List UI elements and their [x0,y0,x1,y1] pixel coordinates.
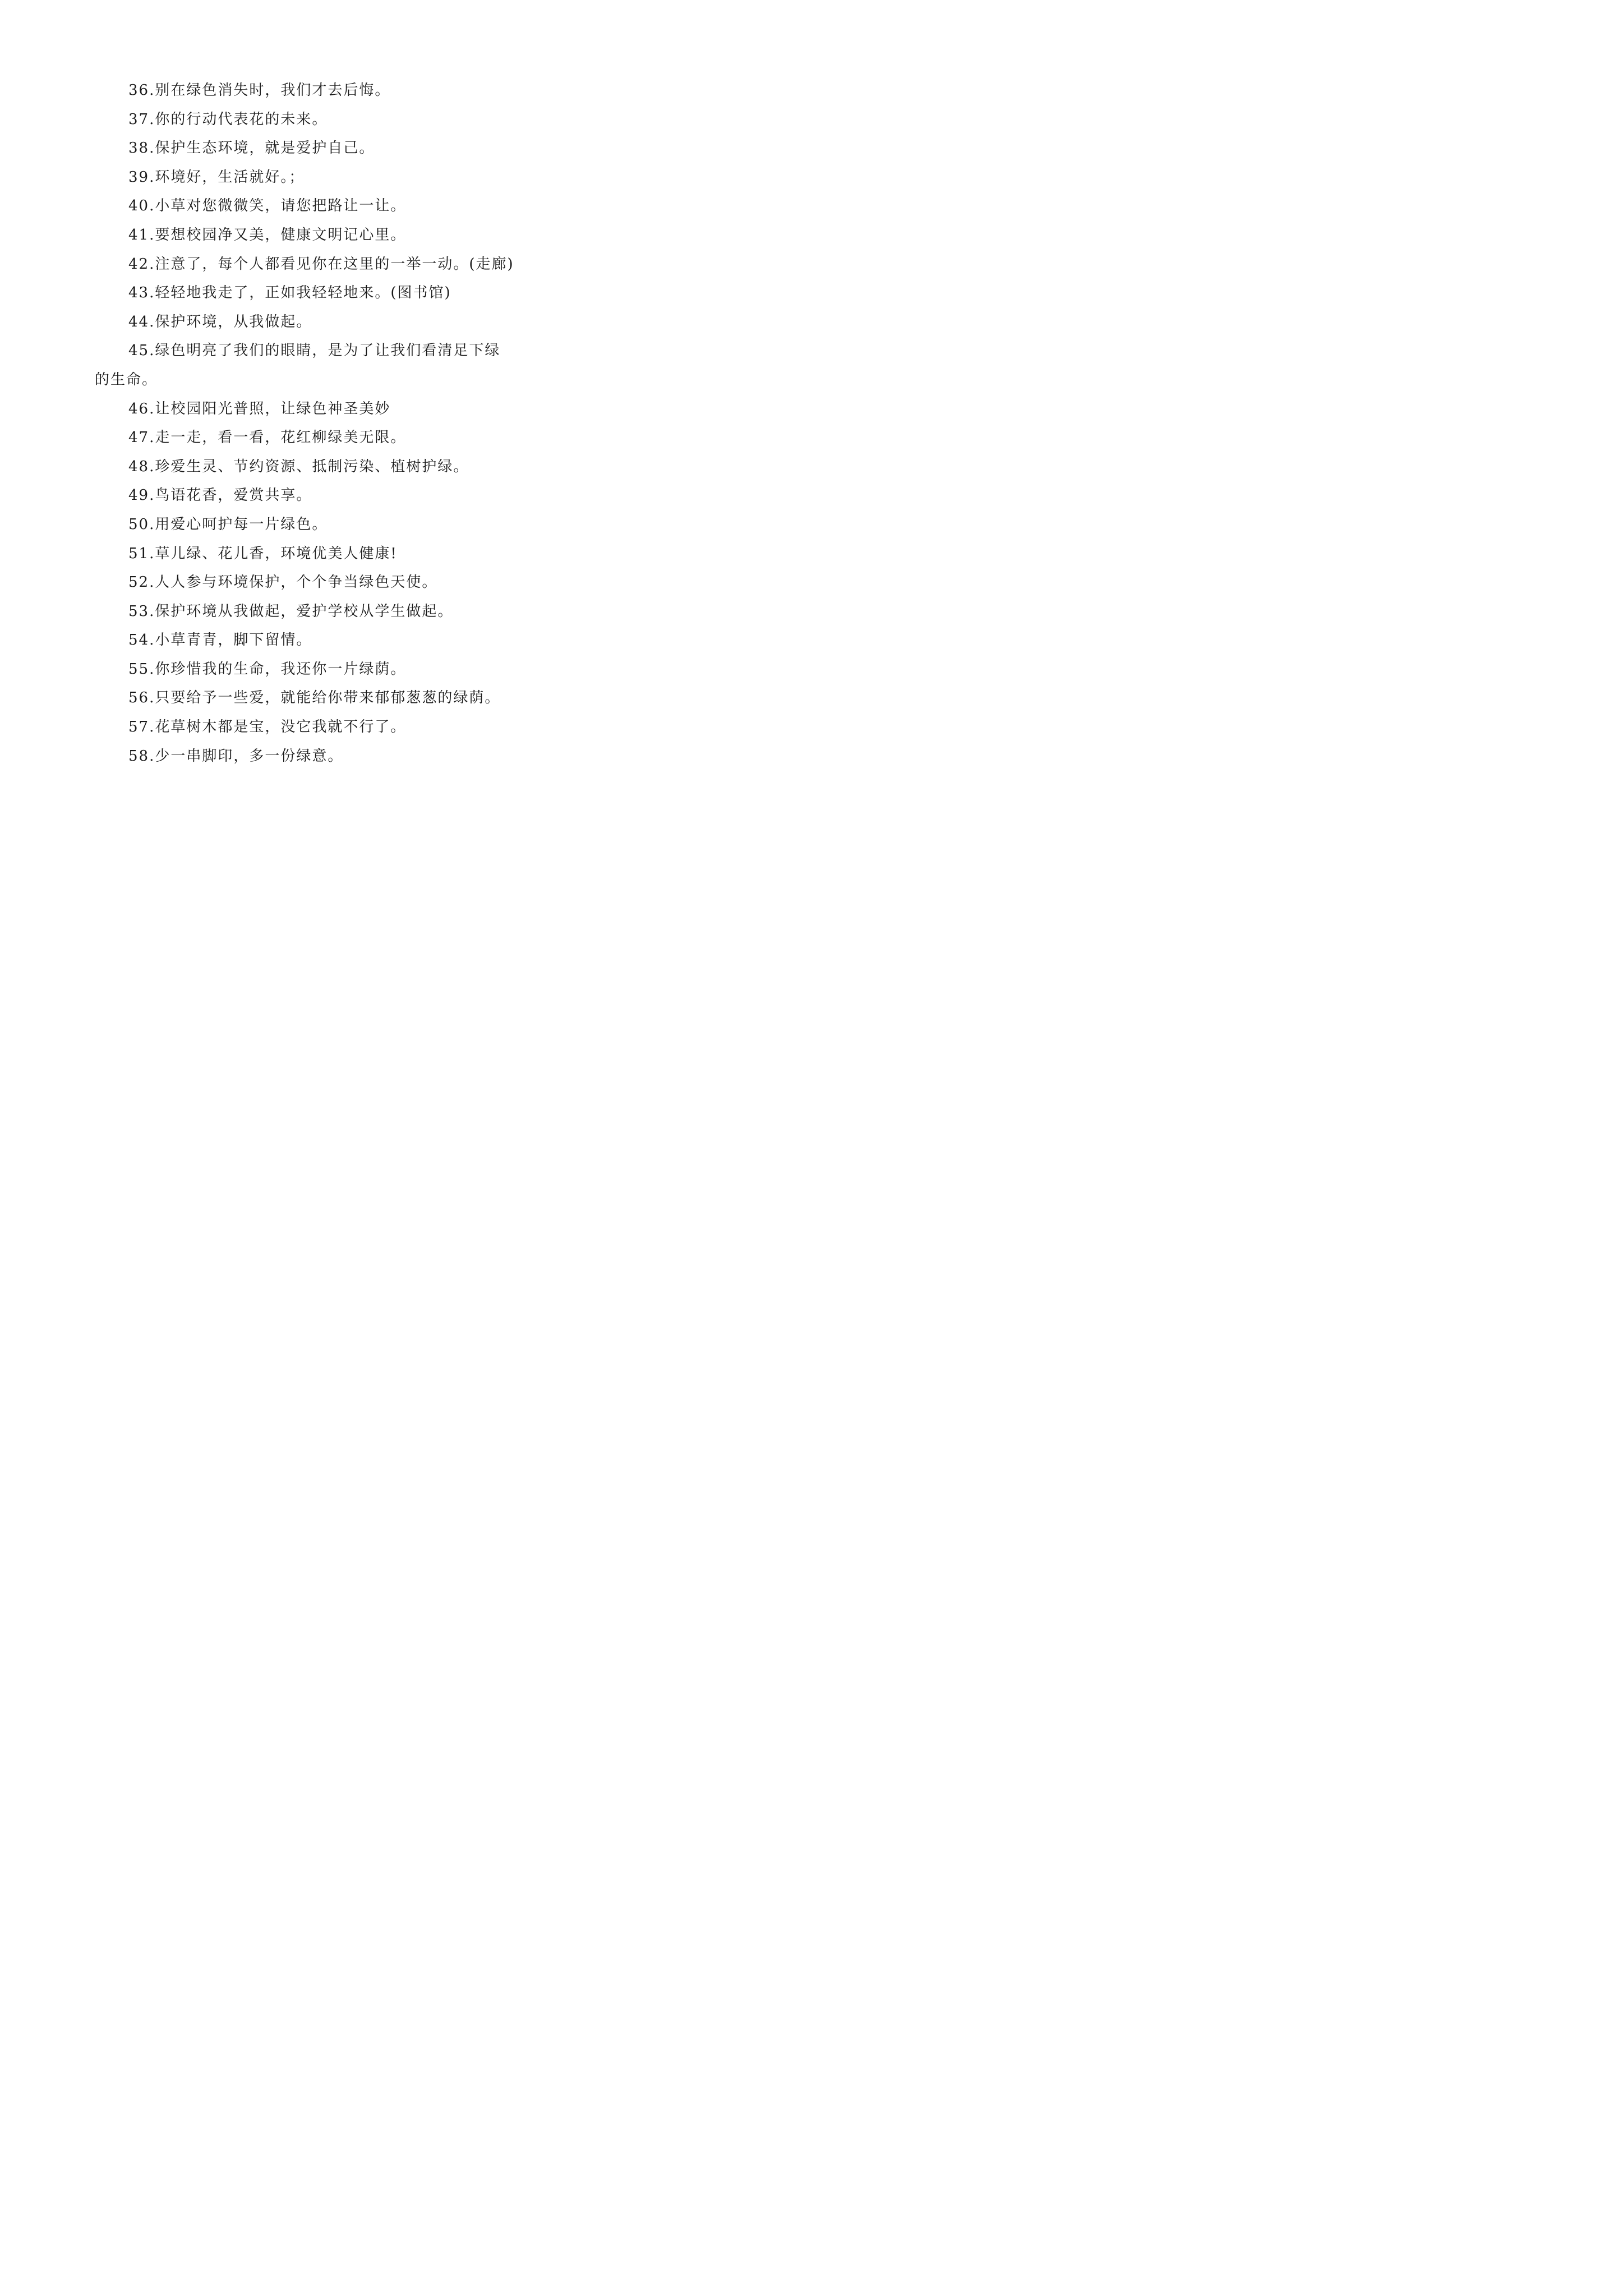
document-page [0,0,620,877]
slogan-line-55: 55.你珍惜我的生命，我还你一片绿荫。 [128,660,407,678]
slogan-line-39: 39.环境好，生活就好。； [128,168,305,186]
slogan-line-37: 37.你的行动代表花的未来。 [128,111,328,128]
slogan-line-43: 43.轻轻地我走了，正如我轻轻地来。(图书馆) [128,284,451,302]
slogan-line-44: 44.保护环境，从我做起。 [128,313,312,330]
slogan-line-58: 58.少一串脚印，多一份绿意。 [128,747,344,765]
slogan-line-48: 48.珍爱生灵、节约资源、抵制污染、植树护绿。 [128,458,469,475]
slogan-line-56: 56.只要给予一些爱，就能给你带来郁郁葱葱的绿荫。 [128,689,501,707]
slogan-line-47: 47.走一走，看一看，花红柳绿美无限。 [128,429,407,447]
slogan-line-50: 50.用爱心呵护每一片绿色。 [128,516,328,533]
slogan-line-57: 57.花草树木都是宝，没它我就不行了。 [128,719,407,736]
slogan-line-46: 46.让校园阳光普照，让绿色神圣美妙 [128,400,391,417]
slogan-line-49: 49.鸟语花香，爱赏共享。 [128,487,312,504]
slogan-line-36: 36.别在绿色消失时，我们才去后悔。 [128,82,391,99]
slogan-line-45: 45.绿色明亮了我们的眼睛，是为了让我们看清足下绿 [128,342,501,360]
slogan-line-53: 53.保护环境从我做起，爱护学校从学生做起。 [128,602,454,620]
slogan-list [0,76,620,771]
slogan-line-42: 42.注意了，每个人都看见你在这里的一举一动。(走廊) [128,255,514,273]
slogan-line-40: 40.小草对您微微笑，请您把路让一让。 [128,197,407,215]
slogan-line-45-continued: 的生命。 [95,371,158,388]
slogan-line-51: 51.草儿绿、花儿香，环境优美人健康! [128,545,398,562]
slogan-line-38: 38.保护生态环境，就是爱护自己。 [128,140,375,157]
slogan-line-52: 52.人人参与环境保护，个个争当绿色天使。 [128,574,438,591]
slogan-line-54: 54.小草青青，脚下留情。 [128,632,312,649]
slogan-line-41: 41.要想校园净又美，健康文明记心里。 [128,226,407,243]
